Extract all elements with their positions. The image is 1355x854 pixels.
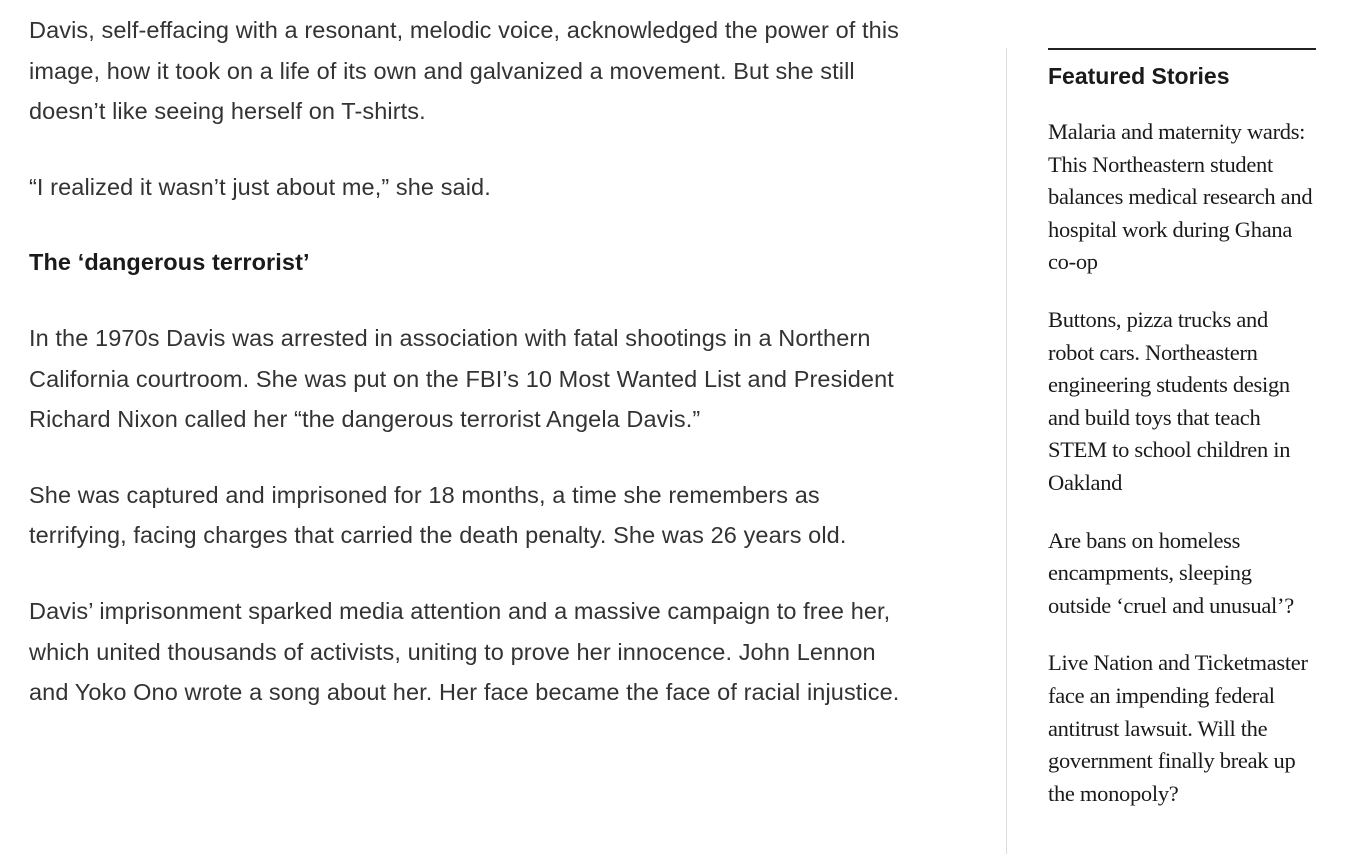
column-divider xyxy=(1006,48,1007,854)
sidebar-title: Featured Stories xyxy=(1048,63,1230,89)
featured-story-link[interactable]: Live Nation and Ticketmaster face an impending federal antitrust lawsuit. Will the government finally break up the monopoly? xyxy=(1048,650,1308,806)
article-quote-paragraph: “I realized it wasn’t just about me,” she said. xyxy=(29,173,491,200)
featured-stories-sidebar xyxy=(1048,48,1318,835)
article-body xyxy=(29,10,909,748)
featured-story-link[interactable]: Malaria and maternity wards: This Northeastern student balances medical research and hospital work during Ghana co-op xyxy=(1048,119,1313,275)
featured-story-link[interactable]: Buttons, pizza trucks and robot cars. Northeastern engineering students design and build toys that teach STEM to school children in Oakland xyxy=(1048,306,1291,495)
article-paragraph: Davis, self-effacing with a resonant, melodic voice, acknowledged the power of this image, how it took on a life of its own and galvanized a movement. But she still doesn’t like seeing herself on T-shirts. xyxy=(29,17,899,125)
featured-story-link[interactable]: Are bans on homeless encampments, sleeping outside ‘cruel and unusual’? xyxy=(1048,527,1294,618)
article-paragraph: She was captured and imprisoned for 18 months, a time she remembers as terrifying, facing charges that carried the death penalty. She was 26 years old. xyxy=(29,481,847,549)
article-paragraph: In the 1970s Davis was arrested in association with fatal shootings in a Northern California courtroom. She was put on the FBI’s 10 Most Wanted List and President Richard Nixon called her “the dangerous terrorist Angela Davis.” xyxy=(29,324,894,433)
sidebar-top-rule xyxy=(1048,48,1316,50)
article-paragraph: Davis’ imprisonment sparked media attention and a massive campaign to free her, which united thousands of activists, uniting to prove her innocence. John Lennon and Yoko Ono wrote a song about her. Her face became the face of racial injustice. xyxy=(29,597,900,706)
article-subheading: The ‘dangerous terrorist’ xyxy=(29,249,310,276)
featured-stories-list xyxy=(1048,116,1318,810)
